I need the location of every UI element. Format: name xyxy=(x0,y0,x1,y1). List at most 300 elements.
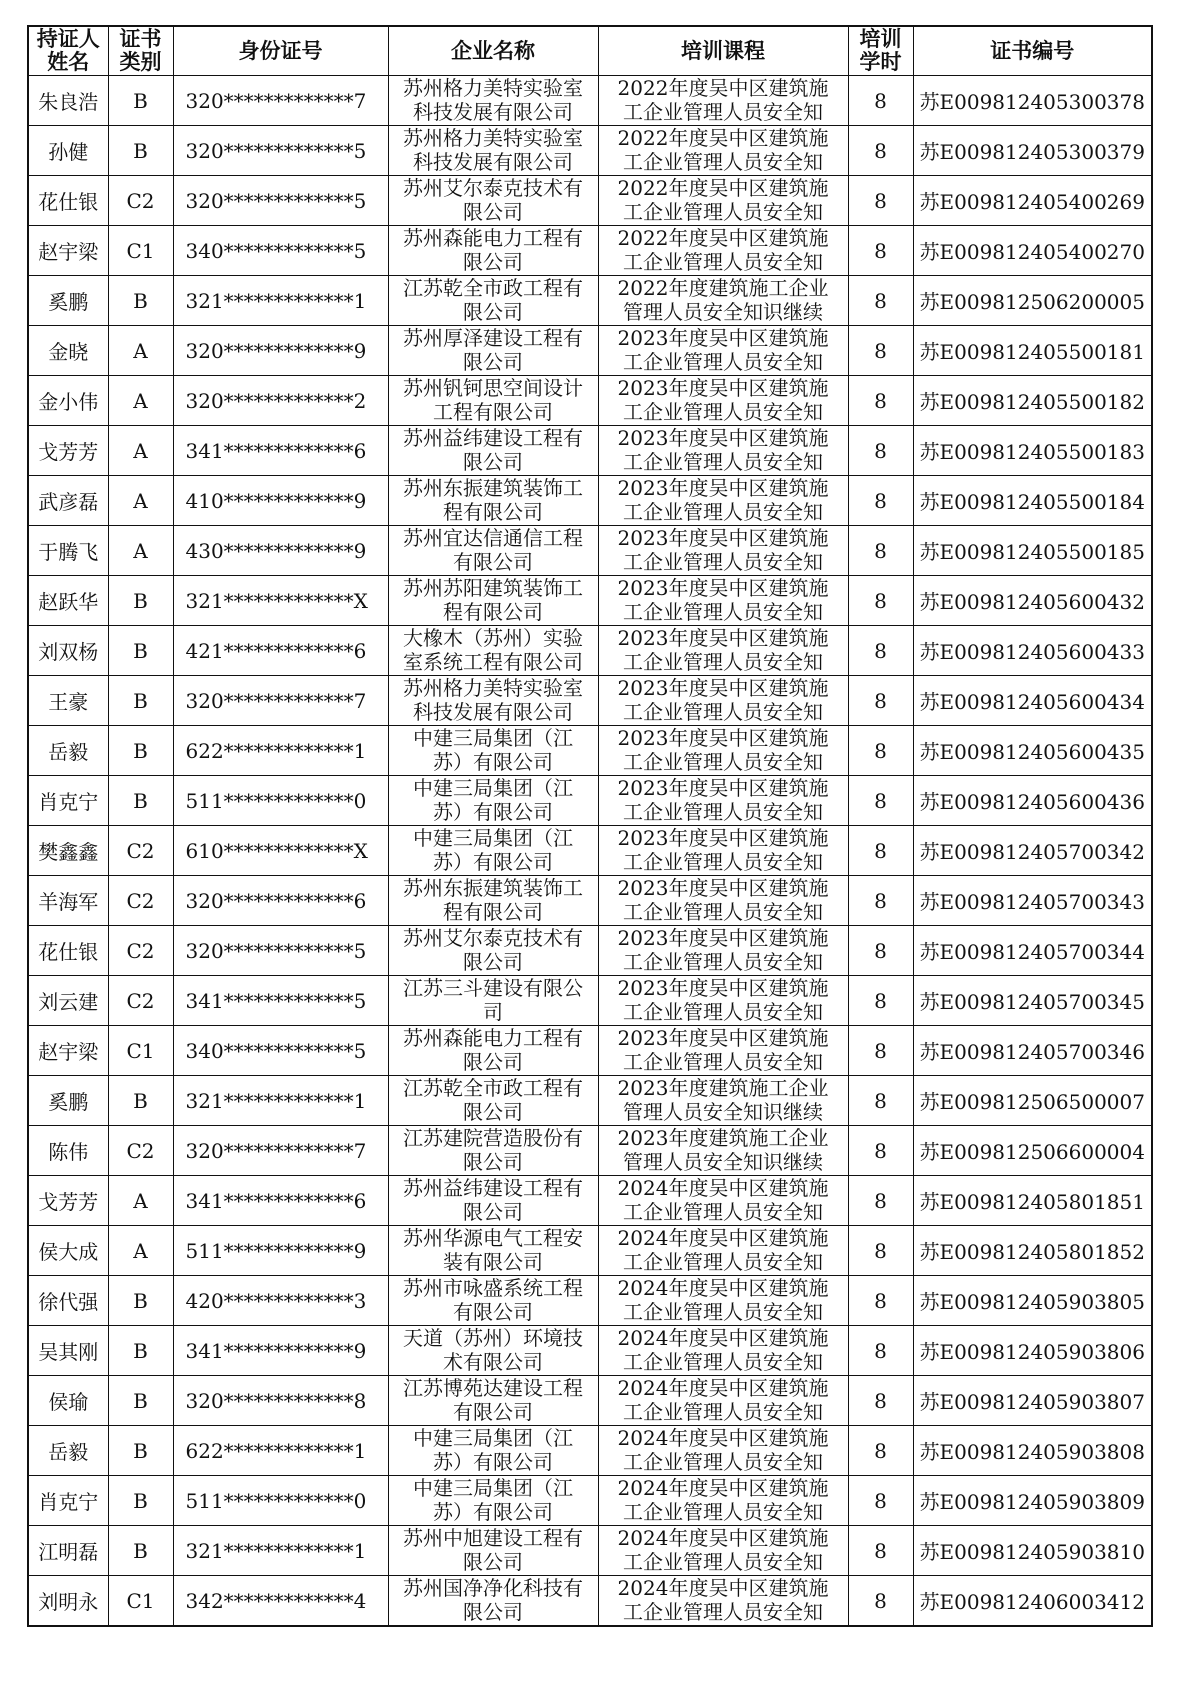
table-row xyxy=(28,1126,1152,1176)
company-name-line: 苏州东振建筑装饰工 xyxy=(403,475,583,500)
cert-category-cell: C2 xyxy=(108,926,173,976)
table-row xyxy=(28,276,1152,326)
company-name-cell xyxy=(388,976,598,1026)
id-number-cell: 511*************9 xyxy=(173,1226,388,1276)
company-name-cell xyxy=(388,1476,598,1526)
company-name-cell xyxy=(388,1176,598,1226)
company-name-cell xyxy=(388,1526,598,1576)
company-name-line: 苏州益纬建设工程有 xyxy=(403,1175,583,1200)
table-row xyxy=(28,1026,1152,1076)
company-name-line: 装有限公司 xyxy=(443,1249,543,1274)
company-name-cell xyxy=(388,176,598,226)
holder-name-cell: 王豪 xyxy=(28,676,108,726)
company-name-line: 苏州苏阳建筑装饰工 xyxy=(403,575,583,600)
company-name-cell xyxy=(388,926,598,976)
training-course-line: 2022年度吴中区建筑施 xyxy=(617,75,829,100)
cert-category-cell: B xyxy=(108,1326,173,1376)
cert-category-cell: C2 xyxy=(108,976,173,1026)
training-course-cell xyxy=(598,626,848,676)
cert-number-cell: 苏E009812405500184 xyxy=(913,476,1152,526)
cert-number-cell: 苏E009812405903806 xyxy=(913,1326,1152,1376)
company-name-line: 苏州市咏盛系统工程 xyxy=(403,1275,583,1300)
company-name-line: 限公司 xyxy=(463,1149,523,1174)
cert-category-cell: A xyxy=(108,476,173,526)
cert-category-cell: B xyxy=(108,576,173,626)
id-number-cell: 410*************9 xyxy=(173,476,388,526)
training-hours-cell: 8 xyxy=(848,576,913,626)
cert-category-cell: B xyxy=(108,276,173,326)
holder-name-cell: 赵跃华 xyxy=(28,576,108,626)
holder-name-cell: 侯瑜 xyxy=(28,1376,108,1426)
company-name-line: 限公司 xyxy=(463,449,523,474)
cert-category-cell: C2 xyxy=(108,876,173,926)
training-hours-cell: 8 xyxy=(848,1176,913,1226)
id-number-cell: 421*************6 xyxy=(173,626,388,676)
company-name-line: 苏州国净净化科技有 xyxy=(403,1575,583,1600)
cert-number-cell: 苏E009812405700342 xyxy=(913,826,1152,876)
id-number-cell: 320*************7 xyxy=(173,76,388,126)
header-cert-number: 证书编号 xyxy=(913,26,1152,76)
training-course-cell xyxy=(598,1376,848,1426)
cert-number-cell: 苏E009812405903805 xyxy=(913,1276,1152,1326)
holder-name-cell: 金晓 xyxy=(28,326,108,376)
training-course-cell xyxy=(598,426,848,476)
table-row xyxy=(28,826,1152,876)
training-course-cell xyxy=(598,376,848,426)
id-number-cell: 320*************8 xyxy=(173,1376,388,1426)
training-hours-cell: 8 xyxy=(848,676,913,726)
training-hours-cell: 8 xyxy=(848,1576,913,1627)
training-hours-cell: 8 xyxy=(848,426,913,476)
company-name-line: 苏）有限公司 xyxy=(433,799,553,824)
company-name-line: 程有限公司 xyxy=(443,599,543,624)
company-name-cell xyxy=(388,326,598,376)
company-name-cell xyxy=(388,526,598,576)
cert-category-cell: B xyxy=(108,626,173,676)
cert-number-cell: 苏E009812405700343 xyxy=(913,876,1152,926)
training-course-cell xyxy=(598,1476,848,1526)
table-row xyxy=(28,726,1152,776)
training-course-cell xyxy=(598,1276,848,1326)
training-hours-cell: 8 xyxy=(848,726,913,776)
company-name-cell xyxy=(388,276,598,326)
company-name-line: 中建三局集团（江 xyxy=(413,775,573,800)
training-hours-cell: 8 xyxy=(848,1376,913,1426)
training-course-line: 2024年度吴中区建筑施 xyxy=(617,1275,829,1300)
training-course-line: 管理人员安全知识继续 xyxy=(623,1149,823,1174)
training-course-line: 2023年度吴中区建筑施 xyxy=(617,525,829,550)
id-number-cell: 341*************6 xyxy=(173,426,388,476)
training-course-line: 2024年度吴中区建筑施 xyxy=(617,1225,829,1250)
training-course-line: 工企业管理人员安全知 xyxy=(623,649,823,674)
table-row xyxy=(28,1326,1152,1376)
company-name-cell xyxy=(388,676,598,726)
training-hours-cell: 8 xyxy=(848,526,913,576)
holder-name-cell: 岳毅 xyxy=(28,726,108,776)
cert-number-cell: 苏E009812506600004 xyxy=(913,1126,1152,1176)
company-name-line: 苏州东振建筑装饰工 xyxy=(403,875,583,900)
cert-number-cell: 苏E009812406003412 xyxy=(913,1576,1152,1627)
company-name-line: 限公司 xyxy=(463,249,523,274)
company-name-line: 中建三局集团（江 xyxy=(413,825,573,850)
holder-name-cell: 陈伟 xyxy=(28,1126,108,1176)
id-number-cell: 340*************5 xyxy=(173,226,388,276)
training-course-line: 工企业管理人员安全知 xyxy=(623,1349,823,1374)
cert-number-cell: 苏E009812405300378 xyxy=(913,76,1152,126)
holder-name-cell: 肖克宁 xyxy=(28,1476,108,1526)
cert-number-cell: 苏E009812405903807 xyxy=(913,1376,1152,1426)
table-row xyxy=(28,76,1152,126)
company-name-line: 苏州艾尔泰克技术有 xyxy=(403,175,583,200)
table-row xyxy=(28,1426,1152,1476)
training-hours-cell: 8 xyxy=(848,226,913,276)
table-row xyxy=(28,476,1152,526)
holder-name-cell: 奚鹏 xyxy=(28,1076,108,1126)
company-name-line: 限公司 xyxy=(463,1099,523,1124)
cert-category-cell: B xyxy=(108,1426,173,1476)
training-course-line: 工企业管理人员安全知 xyxy=(623,899,823,924)
training-hours-cell: 8 xyxy=(848,876,913,926)
cert-category-cell: C2 xyxy=(108,826,173,876)
company-name-line: 苏州森能电力工程有 xyxy=(403,1025,583,1050)
training-course-cell xyxy=(598,576,848,626)
holder-name-cell: 刘明永 xyxy=(28,1576,108,1627)
training-course-cell xyxy=(598,676,848,726)
company-name-line: 有限公司 xyxy=(453,1399,533,1424)
cert-category-cell: B xyxy=(108,676,173,726)
training-hours-cell: 8 xyxy=(848,376,913,426)
table-row xyxy=(28,326,1152,376)
company-name-line: 江苏建院营造股份有 xyxy=(403,1125,583,1150)
training-course-line: 工企业管理人员安全知 xyxy=(623,949,823,974)
company-name-line: 苏州格力美特实验室 xyxy=(403,75,583,100)
header-training-hours-line2: 学时 xyxy=(859,50,902,74)
company-name-line: 苏州钒钶思空间设计 xyxy=(403,375,583,400)
training-course-cell xyxy=(598,776,848,826)
company-name-cell xyxy=(388,1226,598,1276)
company-name-line: 苏州格力美特实验室 xyxy=(403,125,583,150)
cert-category-cell: B xyxy=(108,776,173,826)
training-hours-cell: 8 xyxy=(848,176,913,226)
table-row xyxy=(28,626,1152,676)
training-course-line: 2022年度吴中区建筑施 xyxy=(617,175,829,200)
training-hours-cell: 8 xyxy=(848,76,913,126)
training-course-cell xyxy=(598,476,848,526)
cert-number-cell: 苏E009812506500007 xyxy=(913,1076,1152,1126)
cert-number-cell: 苏E009812405600433 xyxy=(913,626,1152,676)
table-row xyxy=(28,1526,1152,1576)
header-training-hours xyxy=(848,26,913,76)
table-row xyxy=(28,1226,1152,1276)
cert-number-cell: 苏E009812506200005 xyxy=(913,276,1152,326)
training-hours-cell: 8 xyxy=(848,276,913,326)
training-hours-cell: 8 xyxy=(848,976,913,1026)
training-hours-cell: 8 xyxy=(848,776,913,826)
training-course-cell xyxy=(598,126,848,176)
training-hours-cell: 8 xyxy=(848,1426,913,1476)
company-name-line: 限公司 xyxy=(463,949,523,974)
training-course-line: 工企业管理人员安全知 xyxy=(623,1449,823,1474)
company-name-cell xyxy=(388,1026,598,1076)
training-hours-cell: 8 xyxy=(848,476,913,526)
training-course-line: 2024年度吴中区建筑施 xyxy=(617,1175,829,1200)
header-training-hours-line1: 培训 xyxy=(859,27,902,51)
training-course-line: 工企业管理人员安全知 xyxy=(623,1249,823,1274)
training-course-line: 2023年度吴中区建筑施 xyxy=(617,675,829,700)
holder-name-cell: 戈芳芳 xyxy=(28,1176,108,1226)
company-name-line: 苏）有限公司 xyxy=(433,1499,553,1524)
table-row xyxy=(28,1176,1152,1226)
training-course-line: 2023年度建筑施工企业 xyxy=(617,1075,829,1100)
training-course-line: 2022年度建筑施工企业 xyxy=(617,275,829,300)
training-hours-cell: 8 xyxy=(848,1326,913,1376)
id-number-cell: 340*************5 xyxy=(173,1026,388,1076)
header-company-name: 企业名称 xyxy=(388,26,598,76)
holder-name-cell: 刘双杨 xyxy=(28,626,108,676)
training-course-line: 工企业管理人员安全知 xyxy=(623,1049,823,1074)
holder-name-cell: 吴其刚 xyxy=(28,1326,108,1376)
holder-name-cell: 武彦磊 xyxy=(28,476,108,526)
training-course-line: 工企业管理人员安全知 xyxy=(623,999,823,1024)
table-row xyxy=(28,576,1152,626)
training-course-line: 2023年度吴中区建筑施 xyxy=(617,425,829,450)
company-name-line: 科技发展有限公司 xyxy=(413,99,573,124)
cert-number-cell: 苏E009812405700346 xyxy=(913,1026,1152,1076)
holder-name-cell: 花仕银 xyxy=(28,926,108,976)
company-name-cell xyxy=(388,1076,598,1126)
header-id-number: 身份证号 xyxy=(173,26,388,76)
training-course-line: 2024年度吴中区建筑施 xyxy=(617,1525,829,1550)
training-hours-cell: 8 xyxy=(848,1526,913,1576)
cert-number-cell: 苏E009812405500185 xyxy=(913,526,1152,576)
cert-category-cell: C2 xyxy=(108,176,173,226)
holder-name-cell: 于腾飞 xyxy=(28,526,108,576)
company-name-line: 苏州益纬建设工程有 xyxy=(403,425,583,450)
id-number-cell: 610*************X xyxy=(173,826,388,876)
training-course-line: 工企业管理人员安全知 xyxy=(623,449,823,474)
training-course-line: 2022年度吴中区建筑施 xyxy=(617,225,829,250)
training-course-cell xyxy=(598,226,848,276)
cert-category-cell: B xyxy=(108,1376,173,1426)
cert-number-cell: 苏E009812405600436 xyxy=(913,776,1152,826)
training-course-line: 2023年度吴中区建筑施 xyxy=(617,375,829,400)
training-course-line: 工企业管理人员安全知 xyxy=(623,399,823,424)
company-name-cell xyxy=(388,1326,598,1376)
training-course-line: 工企业管理人员安全知 xyxy=(623,1299,823,1324)
cert-category-cell: B xyxy=(108,76,173,126)
company-name-line: 苏）有限公司 xyxy=(433,749,553,774)
company-name-line: 苏）有限公司 xyxy=(433,1449,553,1474)
company-name-cell xyxy=(388,576,598,626)
training-course-cell xyxy=(598,1226,848,1276)
cert-number-cell: 苏E009812405801852 xyxy=(913,1226,1152,1276)
table-row xyxy=(28,226,1152,276)
training-course-cell xyxy=(598,826,848,876)
holder-name-cell: 徐代强 xyxy=(28,1276,108,1326)
training-course-cell xyxy=(598,726,848,776)
header-cert-category xyxy=(108,26,173,76)
table-row xyxy=(28,176,1152,226)
company-name-line: 限公司 xyxy=(463,1599,523,1624)
id-number-cell: 511*************0 xyxy=(173,776,388,826)
training-course-line: 管理人员安全知识继续 xyxy=(623,1099,823,1124)
training-hours-cell: 8 xyxy=(848,1276,913,1326)
table-row xyxy=(28,876,1152,926)
company-name-line: 中建三局集团（江 xyxy=(413,1475,573,1500)
training-course-line: 2024年度吴中区建筑施 xyxy=(617,1425,829,1450)
cert-number-cell: 苏E009812405400270 xyxy=(913,226,1152,276)
training-course-line: 工企业管理人员安全知 xyxy=(623,599,823,624)
company-name-line: 苏州宜达信通信工程 xyxy=(403,525,583,550)
company-name-line: 有限公司 xyxy=(453,549,533,574)
company-name-line: 苏）有限公司 xyxy=(433,849,553,874)
company-name-cell xyxy=(388,776,598,826)
training-course-cell xyxy=(598,1426,848,1476)
company-name-line: 天道（苏州）环境技 xyxy=(403,1325,583,1350)
training-course-line: 2023年度吴中区建筑施 xyxy=(617,475,829,500)
training-course-line: 2023年度吴中区建筑施 xyxy=(617,325,829,350)
cert-category-cell: A xyxy=(108,1226,173,1276)
company-name-line: 限公司 xyxy=(463,199,523,224)
company-name-line: 有限公司 xyxy=(453,1299,533,1324)
company-name-line: 限公司 xyxy=(463,1049,523,1074)
training-course-line: 2024年度吴中区建筑施 xyxy=(617,1475,829,1500)
cert-number-cell: 苏E009812405500181 xyxy=(913,326,1152,376)
training-course-line: 工企业管理人员安全知 xyxy=(623,799,823,824)
holder-name-cell: 岳毅 xyxy=(28,1426,108,1476)
training-course-cell xyxy=(598,1326,848,1376)
id-number-cell: 420*************3 xyxy=(173,1276,388,1326)
table-row xyxy=(28,126,1152,176)
header-cert-category-line2: 类别 xyxy=(119,50,162,74)
company-name-line: 苏州华源电气工程安 xyxy=(403,1225,583,1250)
company-name-cell xyxy=(388,76,598,126)
id-number-cell: 320*************5 xyxy=(173,176,388,226)
header-row xyxy=(28,26,1152,76)
training-course-line: 工企业管理人员安全知 xyxy=(623,349,823,374)
company-name-line: 苏州厚泽建设工程有 xyxy=(403,325,583,350)
company-name-line: 司 xyxy=(483,999,503,1024)
company-name-line: 中建三局集团（江 xyxy=(413,1425,573,1450)
training-course-line: 工企业管理人员安全知 xyxy=(623,249,823,274)
training-hours-cell: 8 xyxy=(848,1076,913,1126)
training-course-line: 工企业管理人员安全知 xyxy=(623,199,823,224)
holder-name-cell: 江明磊 xyxy=(28,1526,108,1576)
company-name-line: 科技发展有限公司 xyxy=(413,699,573,724)
cert-category-cell: A xyxy=(108,326,173,376)
training-course-line: 2024年度吴中区建筑施 xyxy=(617,1575,829,1600)
cert-number-cell: 苏E009812405500182 xyxy=(913,376,1152,426)
cert-number-cell: 苏E009812405500183 xyxy=(913,426,1152,476)
training-course-line: 2023年度建筑施工企业 xyxy=(617,1125,829,1150)
training-course-line: 工企业管理人员安全知 xyxy=(623,499,823,524)
training-course-line: 工企业管理人员安全知 xyxy=(623,99,823,124)
company-name-line: 限公司 xyxy=(463,1199,523,1224)
training-course-line: 2023年度吴中区建筑施 xyxy=(617,575,829,600)
holder-name-cell: 侯大成 xyxy=(28,1226,108,1276)
holder-name-cell: 奚鹏 xyxy=(28,276,108,326)
training-hours-cell: 8 xyxy=(848,126,913,176)
id-number-cell: 430*************9 xyxy=(173,526,388,576)
cert-number-cell: 苏E009812405600432 xyxy=(913,576,1152,626)
company-name-line: 苏州中旭建设工程有 xyxy=(403,1525,583,1550)
company-name-line: 限公司 xyxy=(463,349,523,374)
training-course-line: 工企业管理人员安全知 xyxy=(623,149,823,174)
training-course-cell xyxy=(598,1026,848,1076)
table-body xyxy=(28,76,1152,1627)
table-row xyxy=(28,1376,1152,1426)
cert-category-cell: B xyxy=(108,1276,173,1326)
company-name-line: 限公司 xyxy=(463,1549,523,1574)
company-name-cell xyxy=(388,726,598,776)
cert-category-cell: A xyxy=(108,426,173,476)
training-hours-cell: 8 xyxy=(848,326,913,376)
table-row xyxy=(28,1476,1152,1526)
training-course-cell xyxy=(598,1126,848,1176)
table-row xyxy=(28,1276,1152,1326)
company-name-cell xyxy=(388,1376,598,1426)
company-name-line: 室系统工程有限公司 xyxy=(403,649,583,674)
company-name-line: 程有限公司 xyxy=(443,499,543,524)
company-name-line: 术有限公司 xyxy=(443,1349,543,1374)
cert-number-cell: 苏E009812405903808 xyxy=(913,1426,1152,1476)
training-hours-cell: 8 xyxy=(848,1026,913,1076)
training-course-cell xyxy=(598,1526,848,1576)
training-course-line: 2023年度吴中区建筑施 xyxy=(617,1025,829,1050)
cert-category-cell: A xyxy=(108,376,173,426)
cert-number-cell: 苏E009812405300379 xyxy=(913,126,1152,176)
holder-name-cell: 羊海军 xyxy=(28,876,108,926)
table-row xyxy=(28,426,1152,476)
cert-category-cell: C1 xyxy=(108,226,173,276)
training-course-line: 2023年度吴中区建筑施 xyxy=(617,925,829,950)
id-number-cell: 321*************X xyxy=(173,576,388,626)
id-number-cell: 320*************7 xyxy=(173,1126,388,1176)
company-name-cell xyxy=(388,1126,598,1176)
company-name-cell xyxy=(388,226,598,276)
cert-category-cell: A xyxy=(108,1176,173,1226)
id-number-cell: 321*************1 xyxy=(173,276,388,326)
training-course-cell xyxy=(598,526,848,576)
table-row xyxy=(28,1076,1152,1126)
holder-name-cell: 樊鑫鑫 xyxy=(28,826,108,876)
training-course-cell xyxy=(598,926,848,976)
company-name-cell xyxy=(388,826,598,876)
company-name-line: 江苏乾全市政工程有 xyxy=(403,275,583,300)
id-number-cell: 342*************4 xyxy=(173,1576,388,1627)
training-course-line: 工企业管理人员安全知 xyxy=(623,1499,823,1524)
company-name-line: 江苏博苑达建设工程 xyxy=(403,1375,583,1400)
training-course-line: 2024年度吴中区建筑施 xyxy=(617,1325,829,1350)
table-row xyxy=(28,526,1152,576)
holder-name-cell: 戈芳芳 xyxy=(28,426,108,476)
training-course-line: 工企业管理人员安全知 xyxy=(623,699,823,724)
company-name-line: 科技发展有限公司 xyxy=(413,149,573,174)
training-hours-cell: 8 xyxy=(848,826,913,876)
table-row xyxy=(28,776,1152,826)
holder-name-cell: 肖克宁 xyxy=(28,776,108,826)
company-name-cell xyxy=(388,376,598,426)
cert-category-cell: B xyxy=(108,1076,173,1126)
training-course-cell xyxy=(598,876,848,926)
id-number-cell: 321*************1 xyxy=(173,1526,388,1576)
header-holder-name-line1: 持证人 xyxy=(36,27,100,51)
training-course-line: 工企业管理人员安全知 xyxy=(623,849,823,874)
cert-number-cell: 苏E009812405903809 xyxy=(913,1476,1152,1526)
company-name-cell xyxy=(388,1426,598,1476)
id-number-cell: 320*************5 xyxy=(173,126,388,176)
holder-name-cell: 刘云建 xyxy=(28,976,108,1026)
